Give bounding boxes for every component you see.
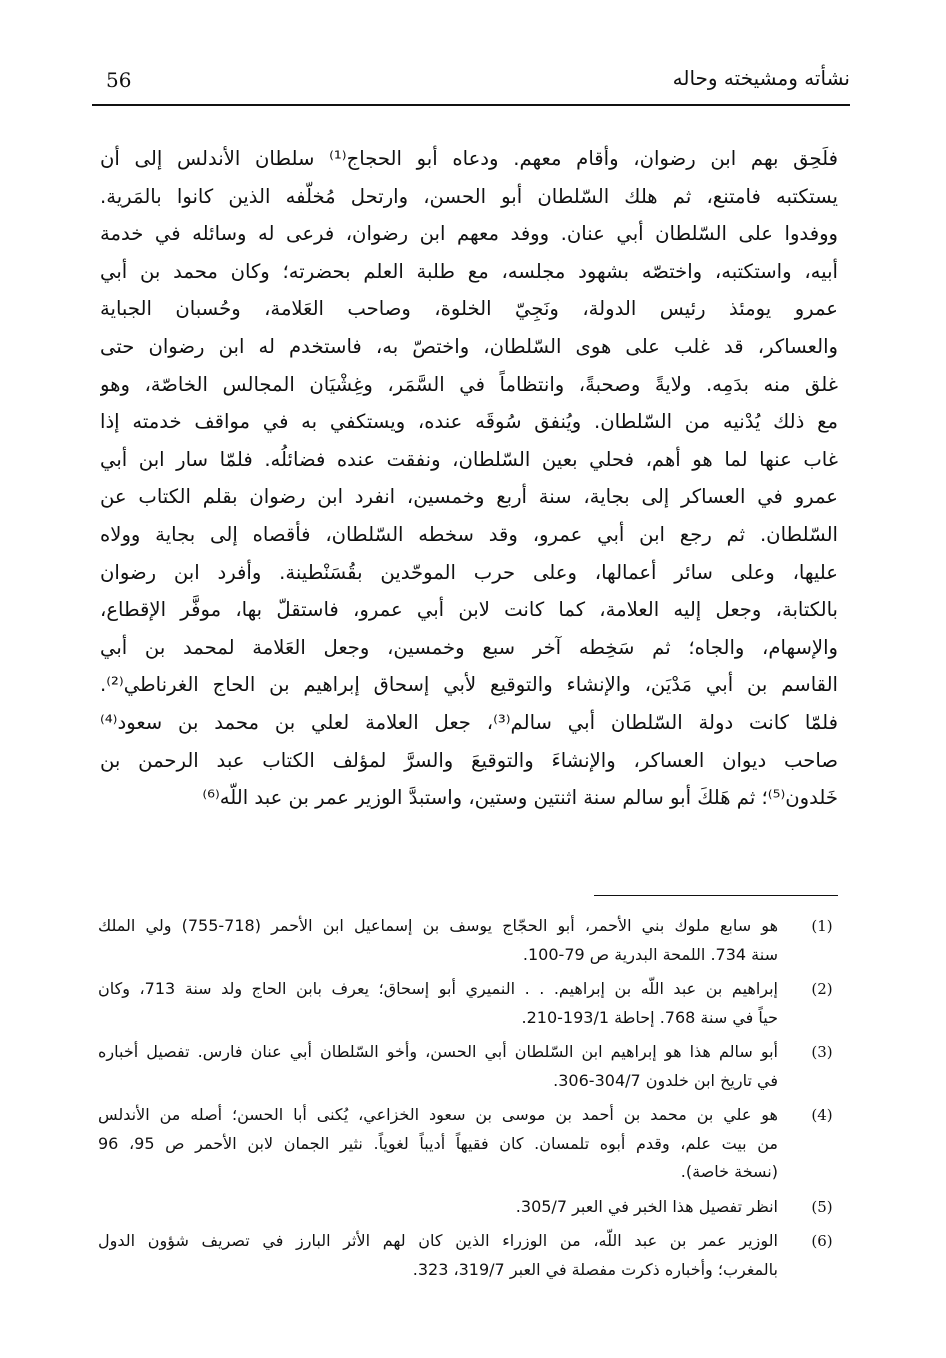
footnote-text-line: من بيت علم، وقدم أبوه تلمسان. كان فقيهاً أديباً لغوياً. نثير الجمان لابن الأحمر ص 95، 96 — [98, 1133, 778, 1153]
text-line: بالكتابة، وجعل إليه العلامة، كما كانت لابن أبي عمرو، فاستقلّ بها، موفَّر الإقطاع، — [100, 598, 838, 622]
footnote — [98, 912, 838, 969]
text-line: القاسم بن أبي مَدْيَن، والإنشاء والتوقيع لأبي إسحاق إبراهيم بن الحاج الغرناطي⁽²⁾. — [100, 673, 838, 697]
footnote-text-line: بالمغرب؛ وأخباره ذكرت مفصلة في العبر 319/7، 323. — [412, 1259, 778, 1279]
text-line: فلمّا كانت دولة السّلطان أبي سالم⁽³⁾، جعل العلامة لعلي بن محمد بن سعود⁽⁴⁾ — [100, 710, 838, 734]
text-line: يستكتبه فامتنع، ثم هلك السّلطان أبو الحسن، وارتحل مُخلّفه الذين كانوا بالمَرية. — [100, 184, 838, 208]
main-text — [100, 140, 838, 817]
footnote-number: (1) — [811, 917, 833, 935]
footnote-text-line: (نسخة خاصة). — [680, 1162, 778, 1181]
text-line: عمرو يومئذ رئيس الدولة، ونَجِيّ الخلوة، وصاحب العَلامة، وحُسبان الجباية — [100, 297, 838, 321]
footnote-text-line: إبراهيم بن عبد اللّه بن إبراهيم. . . النميري أبو إسحاق؛ يعرف بابن الحاج ولد سنة 713، وكان — [98, 979, 778, 998]
text-line: عليها، وعلى سائر أعمالها، وعلى حرب الموحّدين بقُسَنْطينة. وأفرد ابن رضوان — [100, 560, 838, 584]
footnote-separator — [594, 895, 838, 896]
running-header-title: نشأته ومشيخته وحاله — [672, 66, 850, 90]
footnote-text-line: أبو سالم هذا هو إبراهيم ابن السّلطان أبي الحسن، وأخو السّلطان أبي عنان فارس. تفصيل أخباره — [98, 1042, 778, 1061]
text-line: والإسهام، والجاه؛ ثم سَخِطه آخر سبع وخمسين، وجعل العَلامة لمحمد بن أبي — [100, 635, 838, 659]
footnote — [98, 1193, 838, 1222]
footnote-number: (2) — [811, 980, 833, 998]
text-line: غلق منه بدَمِه. ولايةً وصحبةً، وانتظاماً في السَّمَر، وغِشْيَان المجالس الخاصّة، وهو — [100, 372, 838, 396]
text-line: فلَحِق بهم ابن رضوان، وأقام معهم. ودعاه أبو الحجاج⁽¹⁾ سلطان الأندلس إلى أن — [100, 147, 838, 170]
footnotes — [98, 912, 838, 1290]
footnote — [98, 975, 838, 1032]
text-line: ووفدوا على السّلطان أبي عنان. ووفد معهم ابن رضوان، فرعى له وسائله في خدمة — [100, 222, 838, 246]
footnote-text-line: سنة 734. اللمحة البدرية ص 79-100. — [522, 944, 778, 964]
text-line: والعساكر، قد غلب على هوى السّلطان، واختصّ به، فاستخدم له ابن رضوان حتى — [100, 334, 838, 358]
footnote — [98, 1038, 838, 1095]
text-line: خَلدون⁽⁵⁾؛ ثم هَلكَ أبو سالم سنة اثنتين وستين، واستبدَّ الوزير عمر بن عبد اللّه⁽⁶⁾ — [202, 786, 838, 810]
footnote-text-line: هو علي بن محمد بن أحمد بن موسى بن سعود الخزاعي، يُكنى أبا الحسن؛ أصله من الأندلس — [98, 1105, 778, 1124]
footnote-number: (3) — [811, 1043, 833, 1061]
footnote-text-line: في تاريخ ابن خلدون 304/7-306. — [553, 1070, 778, 1090]
page-number: 56 — [106, 68, 132, 92]
text-line: صاحب ديوان العساكر، والإنشاءَ والتوقيعَ والسرَّ لمؤلف الكتاب عبد الرحمن بن — [100, 748, 838, 772]
header-rule — [92, 104, 850, 106]
text-line: غاب عنها لما هو أهم، فحلي بعين السّلطان، ونفقت عنده فضائلُه. فلمّا سار ابن أبي — [100, 447, 838, 471]
text-line: السّلطان. ثم رجع ابن أبي عمرو، وقد سخطه السّلطان، فأقصاه إلى بجاية وولاه — [100, 522, 838, 546]
footnote-number: (5) — [811, 1197, 833, 1216]
footnote-number: (6) — [811, 1232, 833, 1250]
footnote-text-line: حياً في سنة 768. إحاطة 193/1-210. — [521, 1007, 778, 1027]
footnote-text-line: انظر تفصيل هذا الخبر في العبر 305/7. — [515, 1196, 778, 1216]
running-header — [92, 66, 850, 98]
footnote-number: (4) — [811, 1106, 833, 1124]
footnote-text-line: الوزير عمر بن عبد اللّه، من الوزراء الذين كان لهم الأثر البارز في تصريف شؤون الدول — [98, 1231, 778, 1250]
text-line: عمرو في العساكر إلى بجاية، سنة أربع وخمسين، انفرد ابن رضوان بقلم الكتاب عن — [100, 485, 838, 509]
footnote-text-line: هو سابع ملوك بني الأحمر، أبو الحجّاج يوسف بن إسماعيل ابن الأحمر (718-755) ولي الملك — [98, 916, 778, 935]
footnote — [98, 1101, 838, 1187]
text-line: مع ذلك يُدْنيه من السّلطان. ويُنفق سُوقَه عنده، ويستكفي به في مواقف خدمته إذا — [100, 410, 838, 434]
footnote — [98, 1227, 838, 1284]
text-line: أبيه، واستكتبه، واختصّه بشهود مجلسه، مع طلبة العلم بحضرته؛ وكان محمد بن أبي — [100, 259, 838, 283]
